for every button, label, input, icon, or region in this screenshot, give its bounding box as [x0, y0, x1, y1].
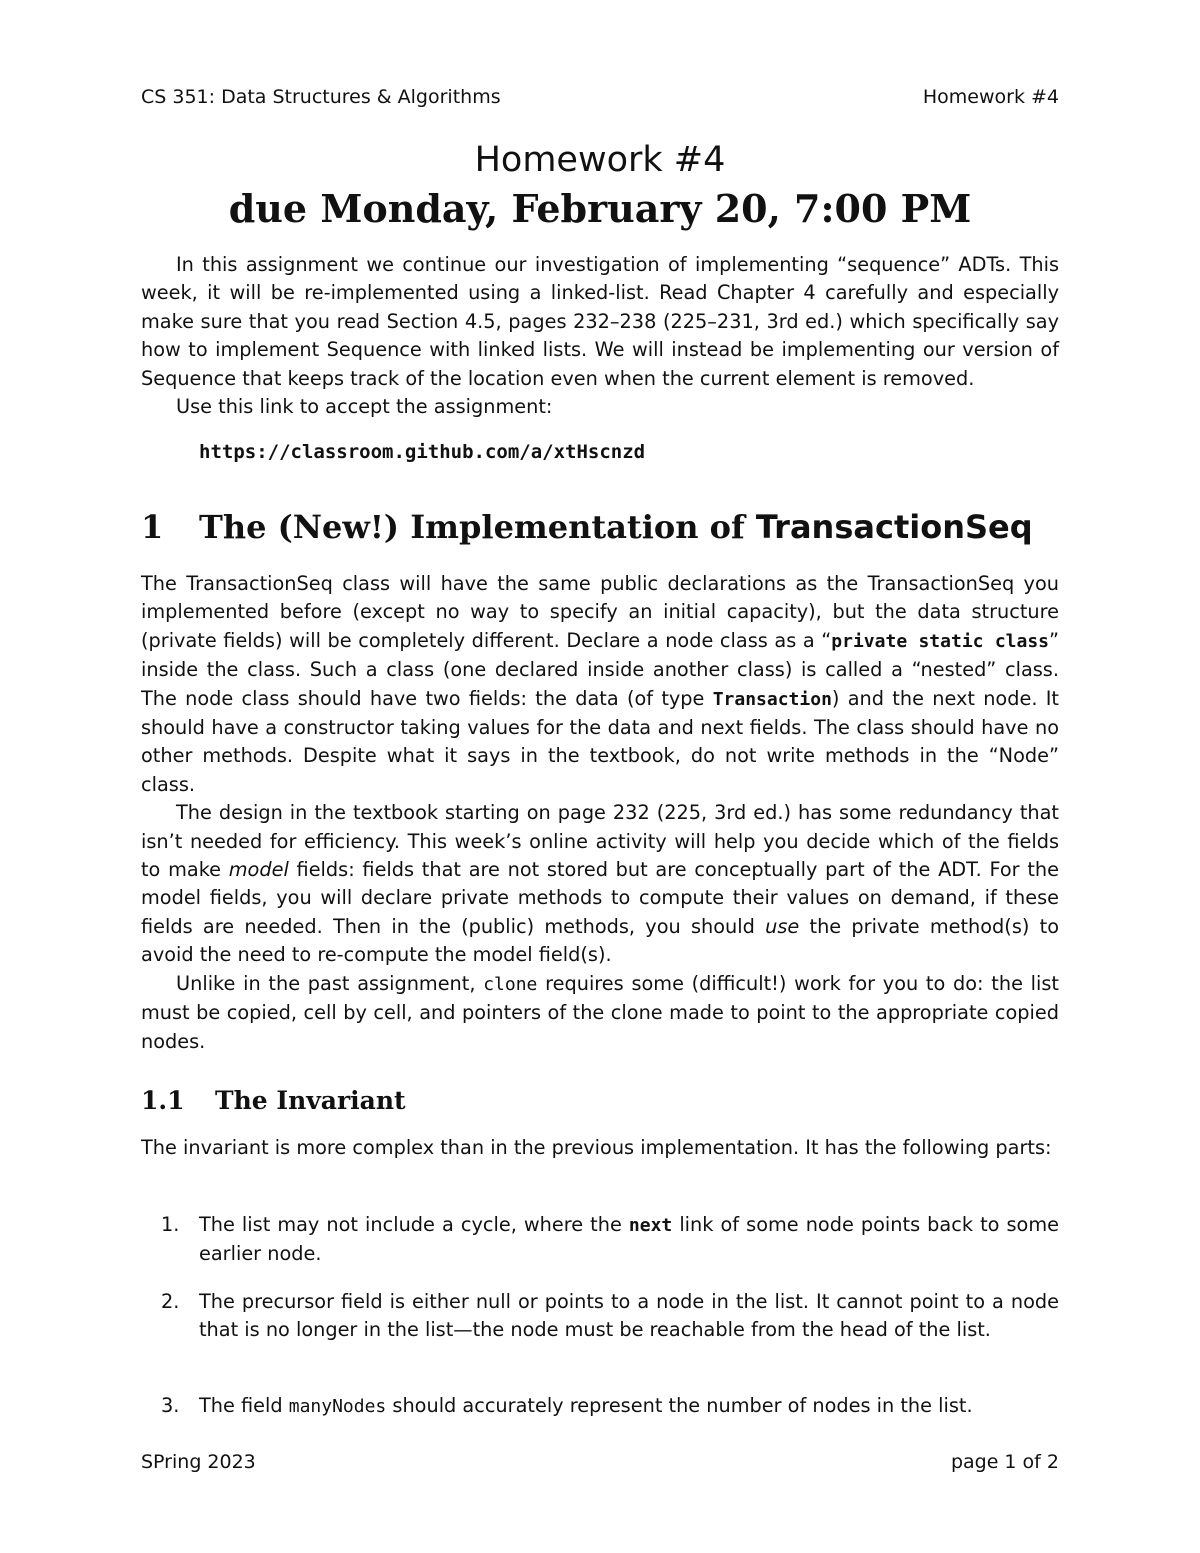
course-header: CS 351: Data Structures & Algorithms — [141, 86, 501, 108]
page-title: Homework #4 — [474, 140, 726, 180]
list-marker: 2. — [161, 1290, 180, 1313]
section-title-class: TransactionSeq — [755, 508, 1033, 546]
list-item — [141, 1288, 1059, 1345]
text-run: fields: fields that are not stored but are conceptually part of the ADT. For the model fields, you will declare private methods to compute their values on demand, if these fields are needed. Then in the (public) methods, you should — [141, 858, 1059, 938]
text-run: Unlike in the past assignment, — [176, 971, 484, 995]
code-clone: clone — [483, 973, 538, 995]
code-private-static-class: private static class — [831, 630, 1049, 652]
assignment-header: Homework #4 — [922, 86, 1059, 108]
invariant-intro-text: The invariant is more complex than in the previous implementation. It has the following parts: — [141, 1136, 1052, 1159]
footer-page-number: page 1 of 2 — [950, 1451, 1059, 1473]
section1-paragraph-2 — [141, 799, 1059, 969]
intro-paragraph: In this assignment we continue our investigation of implementing “sequence” ADTs. This week, it will be re-implemented using a linked-list. Read Chapter 4 carefully and especially make sure that you read Section 4.5, pages 232–238 (225–231, 3rd ed.) which specifically say how to implement Sequence with linked lists. We will instead be implementing our version of Sequence that keeps track of the location even when the current element is removed. — [141, 253, 1059, 390]
section-title-prefix: The (New!) Implementation of — [199, 508, 756, 546]
text-run: The list may not include a cycle, where the — [199, 1213, 629, 1236]
subsection-number: 1.1 — [141, 1086, 185, 1115]
text-run: The field — [199, 1394, 289, 1417]
text-run: The precursor field is either null or points to a node in the list. It cannot point to a node that is no longer in the list—the node must be reachable from the head of the list. — [199, 1290, 1059, 1342]
list-marker: 3. — [161, 1394, 180, 1417]
code-manynodes: manyNodes — [288, 1396, 387, 1417]
section-number: 1 — [141, 508, 164, 546]
invariant-list-item-3 — [141, 1392, 1059, 1421]
intro-block — [141, 251, 1059, 421]
list-item — [141, 1392, 1059, 1421]
text-run: link of some node points back to some earlier node. — [199, 1213, 1059, 1266]
text-run: requires some (difficult!) work for you to do: the list must be copied, cell by cell, and pointers of the clone made to point to the appropriate copied nodes. — [141, 971, 1059, 1053]
text-run: should accurately represent the number of nodes in the list. — [386, 1394, 973, 1417]
emphasis-model: model — [228, 858, 289, 882]
section1-paragraph-1 — [141, 570, 1059, 799]
section-heading — [141, 508, 1033, 546]
list-item — [141, 1211, 1059, 1269]
subsection-title: The Invariant — [215, 1086, 406, 1115]
text-run: the private method(s) to avoid the need to re-compute the model field(s). — [141, 914, 1059, 967]
invariant-list-item-1 — [141, 1211, 1059, 1269]
list-marker: 1. — [161, 1213, 180, 1236]
subsection-heading — [141, 1086, 406, 1115]
footer-term: SPring 2023 — [141, 1451, 256, 1473]
text-run: The TransactionSeq class will have the same public declarations as the TransactionSeq you implemented before (except no way to specify an initial capacity), but the data structure (private fields) will be completely different. Declare a node class as a “ — [141, 572, 1059, 652]
invariant-list-item-2 — [141, 1288, 1059, 1345]
emphasis-use: use — [765, 914, 800, 938]
code-next: next — [628, 1215, 673, 1236]
assignment-link[interactable]: https://classroom.github.com/a/xtHscnzd — [199, 441, 646, 463]
accept-link-paragraph: Use this link to accept the assignment: — [176, 395, 553, 419]
text-run: ” inside the class. Such a class (one declared inside another class) is called a “nested” class. The node class should have two fields: the data (of type — [141, 628, 1059, 710]
text-run: The design in the textbook starting on page 232 (225, 3rd ed.) has some redundancy that isn’t needed for efficiency. This week’s online activity will help you decide which of the fields to make — [141, 801, 1059, 882]
invariant-intro — [141, 1134, 1059, 1162]
section1-body — [141, 570, 1059, 1056]
due-date: due Monday, February 20, 7:00 PM — [228, 186, 972, 231]
section1-paragraph-3 — [141, 970, 1059, 1056]
code-transaction: Transaction — [712, 688, 832, 710]
text-run: ) and the next node. It should have a constructor taking values for the data and next fields. The class should have no other methods. Despite what it says in the textbook, do not write methods in the “Node” class. — [141, 686, 1059, 796]
